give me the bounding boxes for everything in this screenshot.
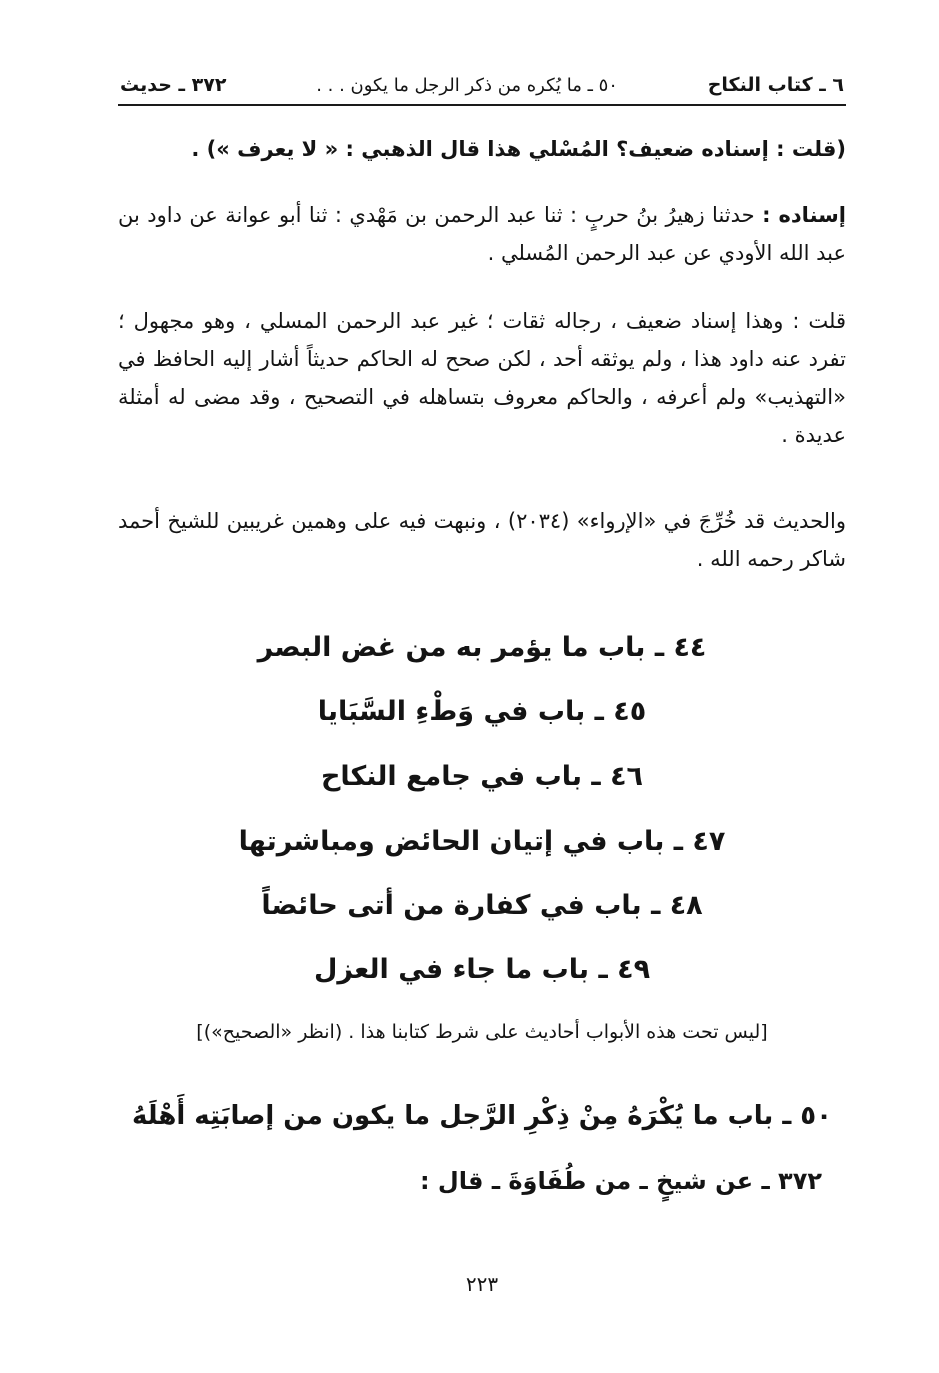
header-book-title: ٦ ـ كتاب النكاح: [707, 74, 844, 96]
hadith-heading: ٣٧٢ ـ عن شيخٍ ـ من طُفَاوَةَ ـ قال :: [419, 1167, 822, 1195]
chapter-heading-50: ٥٠ ـ باب ما يُكْرَهُ مِنْ ذِكْرِ الرَّجل ما يكون من إصابَتِه أَهْلَهُ: [131, 1101, 833, 1131]
paragraph-grading: [118, 130, 846, 168]
paragraph-isnad-text: حدثنا زهيرُ بنُ حربٍ : ثنا عبد الرحمن بن مَهْدي : ثنا أبو عوانة عن داود بن عبد الله الأودي عن عبد الرحمن المُسلي .: [118, 203, 846, 265]
chapter-heading-45: ٤٥ ـ باب في وَطْءِ السَّبَايا: [317, 696, 647, 727]
paragraph-isnad: [118, 196, 846, 272]
document-page: [118, 60, 846, 1360]
running-header: [118, 68, 846, 106]
chapter-heading-48: ٤٨ ـ باب في كفارة من أتى حائضاً: [261, 890, 703, 921]
paragraph-commentary: [118, 302, 846, 454]
header-hadith-number: ٣٧٢ ـ حديث: [120, 74, 227, 96]
chapter-heading-46: ٤٦ ـ باب في جامع النكاح: [320, 761, 644, 792]
paragraph-takhrij: [118, 502, 846, 578]
paragraph-takhrij-text: والحديث قد خُرِّجَ في «الإرواء» (٢٠٣٤) ، ونبهت فيه على وهمين غريبين للشيخ أحمد شاكر رحمه الله .: [118, 509, 847, 571]
chapter-heading-49: ٤٩ ـ باب ما جاء في العزل: [313, 954, 651, 985]
paragraph-grading-text: (قلت : إسناده ضعيف؟ المُسْلي هذا قال الذهبي : « لا يعرف ») .: [191, 137, 846, 161]
editor-note: [ليس تحت هذه الأبواب أحاديث على شرط كتابنا هذا . (انظر «الصحيح»)]: [196, 1021, 768, 1043]
chapter-heading-44: ٤٤ ـ باب ما يؤمر به من غض البصر: [257, 632, 707, 663]
header-chapter-title: ٥٠ ـ ما يُكره من ذكر الرجل ما يكون . . .: [316, 74, 618, 96]
paragraph-isnad-lead: إسناده :: [762, 203, 846, 227]
chapter-heading-47: ٤٧ ـ باب في إتيان الحائض ومباشرتها: [238, 826, 726, 857]
page-number: ٢٢٣: [465, 1272, 499, 1296]
paragraph-commentary-text: قلت : وهذا إسناد ضعيف ، رجاله ثقات ؛ غير عبد الرحمن المسلي ، وهو مجهول ؛ تفرد عنه داود هذا ، ولم يوثقه أحد ، لكن صحح له الحاكم حديثاً أشار إليه الحافظ في «التهذيب» ولم أعرفه ، والحاكم معروف بتساهله في التصحيح ، وقد مضى له أمثلة عديدة .: [118, 309, 846, 447]
